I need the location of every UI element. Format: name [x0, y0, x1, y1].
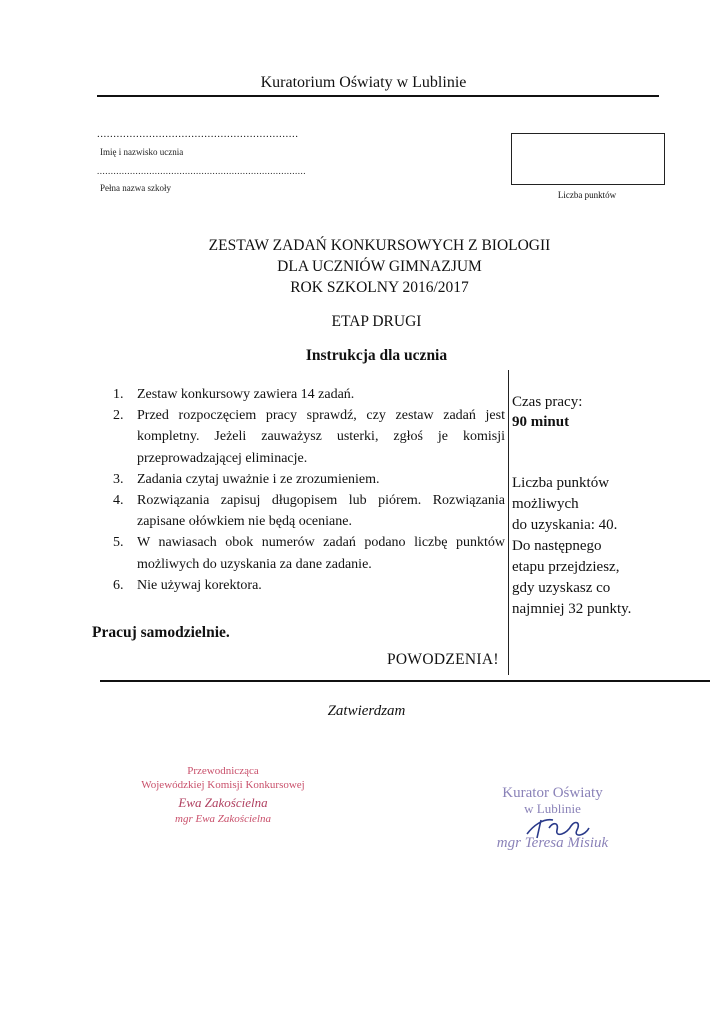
student-name-dots: .............................................................. — [97, 128, 299, 140]
commission-stamp: Przewodnicząca Wojewódzkiej Komisji Konkursowej Ewa Zakościelna mgr Ewa Zakościelna — [138, 764, 308, 826]
list-item: 5. W nawiasach obok numerów zadań podano liczbę punktów możliwych do uzyskania za dane zadanie. — [113, 535, 505, 572]
signature-scribble — [523, 812, 593, 842]
max-points-info: Liczba punktów możliwych do uzyskania: 40. Do następnego etapu przejdziesz, gdy uzyskasz co najmniej 32 punkty. — [512, 475, 632, 617]
header-title: Kuratorium Oświaty w Lublinie — [260, 74, 467, 91]
list-item: 4. Rozwiązania zapisuj długopisem lub piórem. Rozwiązania zapisane ołówkiem nie będą oceniane. — [113, 493, 505, 530]
list-item: 3. Zadania czytaj uważnie i ze zrozumieniem. — [113, 471, 380, 487]
title-line-3: ROK SZKOLNY 2016/2017 — [290, 279, 469, 296]
points-box-label: Liczba punktów — [557, 190, 617, 200]
student-name-label: Imię i nazwisko ucznia — [100, 147, 184, 157]
footer-divider — [100, 680, 710, 682]
commission-signature: Ewa Zakościelna — [178, 795, 268, 810]
title-line-1: ZESTAW ZADAŃ KONKURSOWYCH Z BIOLOGII — [208, 237, 551, 254]
approval-label: Zatwierdzam — [327, 703, 406, 719]
work-time-value: 90 minut — [512, 414, 570, 430]
instruction-heading: Instrukcja dla ucznia — [305, 347, 448, 364]
stage-heading: ETAP DRUGI — [331, 313, 422, 330]
list-item: 6. Nie używaj korektora. — [113, 577, 262, 593]
instruction-list — [113, 384, 505, 596]
column-divider — [508, 370, 509, 675]
good-luck-note: POWODZENIA! — [387, 651, 499, 668]
header-divider — [97, 95, 659, 97]
title-line-2: DLA UCZNIÓW GIMNAZJUM — [277, 258, 482, 275]
list-item: 1. Zestaw konkursowy zawiera 14 zadań. — [113, 387, 355, 402]
list-item: 2. Przed rozpoczęciem pracy sprawdź, czy zestaw zadań jest kompletny. Jeżeli zauważysz usterki, zgłoś je komisji przeprowadzającej eliminacje. — [113, 408, 505, 466]
work-alone-note: Pracuj samodzielnie. — [92, 624, 230, 641]
work-time-label: Czas pracy: — [512, 394, 583, 410]
school-name-label: Pełna nazwa szkoły — [100, 183, 171, 193]
curator-stamp: Kurator Oświaty w Lublinie mgr Teresa Misiuk — [496, 785, 609, 851]
points-box — [511, 133, 665, 185]
school-name-dots: ............................................................................ — [97, 166, 306, 176]
title-block — [0, 235, 727, 298]
